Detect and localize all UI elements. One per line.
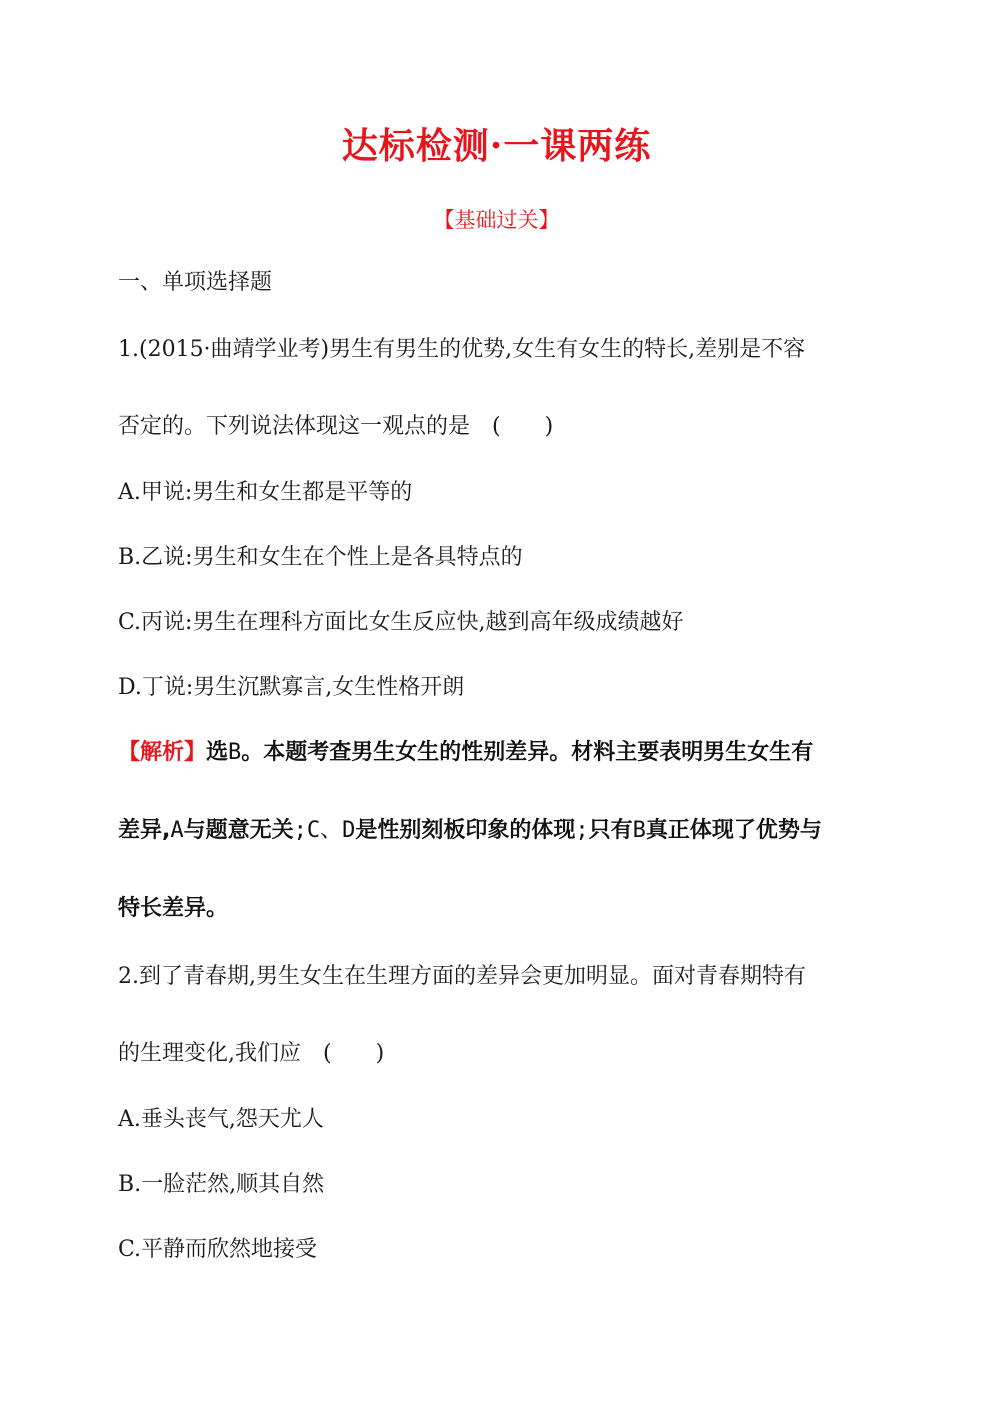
analysis-answer: B	[228, 740, 242, 765]
question-1-stem-line-2: 否定的。下列说法体现这一观点的是 ( )	[118, 414, 554, 439]
question-1-option-d: D.丁说:男生沉默寡言,女生性格开朗	[118, 675, 465, 700]
question-2-option-a: A.垂头丧气,怨天尤人	[118, 1107, 324, 1132]
question-1-option-c: C.丙说:男生在理科方面比女生反应快,越到高年级成绩越好	[118, 610, 684, 635]
question-1-option-a: A.甲说:男生和女生都是平等的	[118, 480, 413, 505]
question-2-stem-line-1: 2.到了青春期,男生女生在生理方面的差异会更加明显。面对青春期特有	[118, 964, 806, 989]
analysis-tag: 【解析】	[118, 740, 207, 765]
analysis-text: 差异,	[118, 818, 171, 843]
page-title: 达标检测·一课两练	[341, 125, 652, 167]
question-2-option-b: B.一脸茫然,顺其自然	[118, 1172, 325, 1197]
analysis-text: 只有	[588, 818, 633, 843]
analysis-text: 与题意无关	[183, 818, 294, 843]
question-1-stem-line-1: 1.(2015·曲靖学业考)男生有男生的优势,女生有女生的特长,差别是不容	[118, 337, 806, 362]
analysis-option-ref: B	[632, 818, 646, 843]
question-1-option-b: B.乙说:男生和女生在个性上是各具特点的	[118, 545, 523, 570]
question-1-analysis-line-1	[118, 742, 813, 764]
analysis-option-ref: A	[170, 818, 184, 843]
section-heading: 一、单项选择题	[118, 270, 273, 295]
analysis-text: 真正体现了优势与	[645, 818, 822, 843]
analysis-punct: ;	[575, 818, 589, 843]
analysis-text: 是性别刻板印象的体现	[355, 818, 576, 843]
question-2-option-c: C.平静而欣然地接受	[118, 1237, 318, 1262]
question-1-analysis-line-2	[118, 820, 822, 842]
analysis-text: 。本题考查男生女生的性别差异。材料主要表明男生女生有	[241, 740, 814, 765]
question-2-stem-line-2: 的生理变化,我们应 ( )	[118, 1041, 385, 1066]
section-subtitle: 【基础过关】	[433, 208, 560, 232]
question-1-analysis-line-3: 特长差异。	[118, 896, 229, 921]
analysis-text: 选	[206, 740, 229, 765]
analysis-option-ref: ;C、D	[293, 818, 356, 843]
